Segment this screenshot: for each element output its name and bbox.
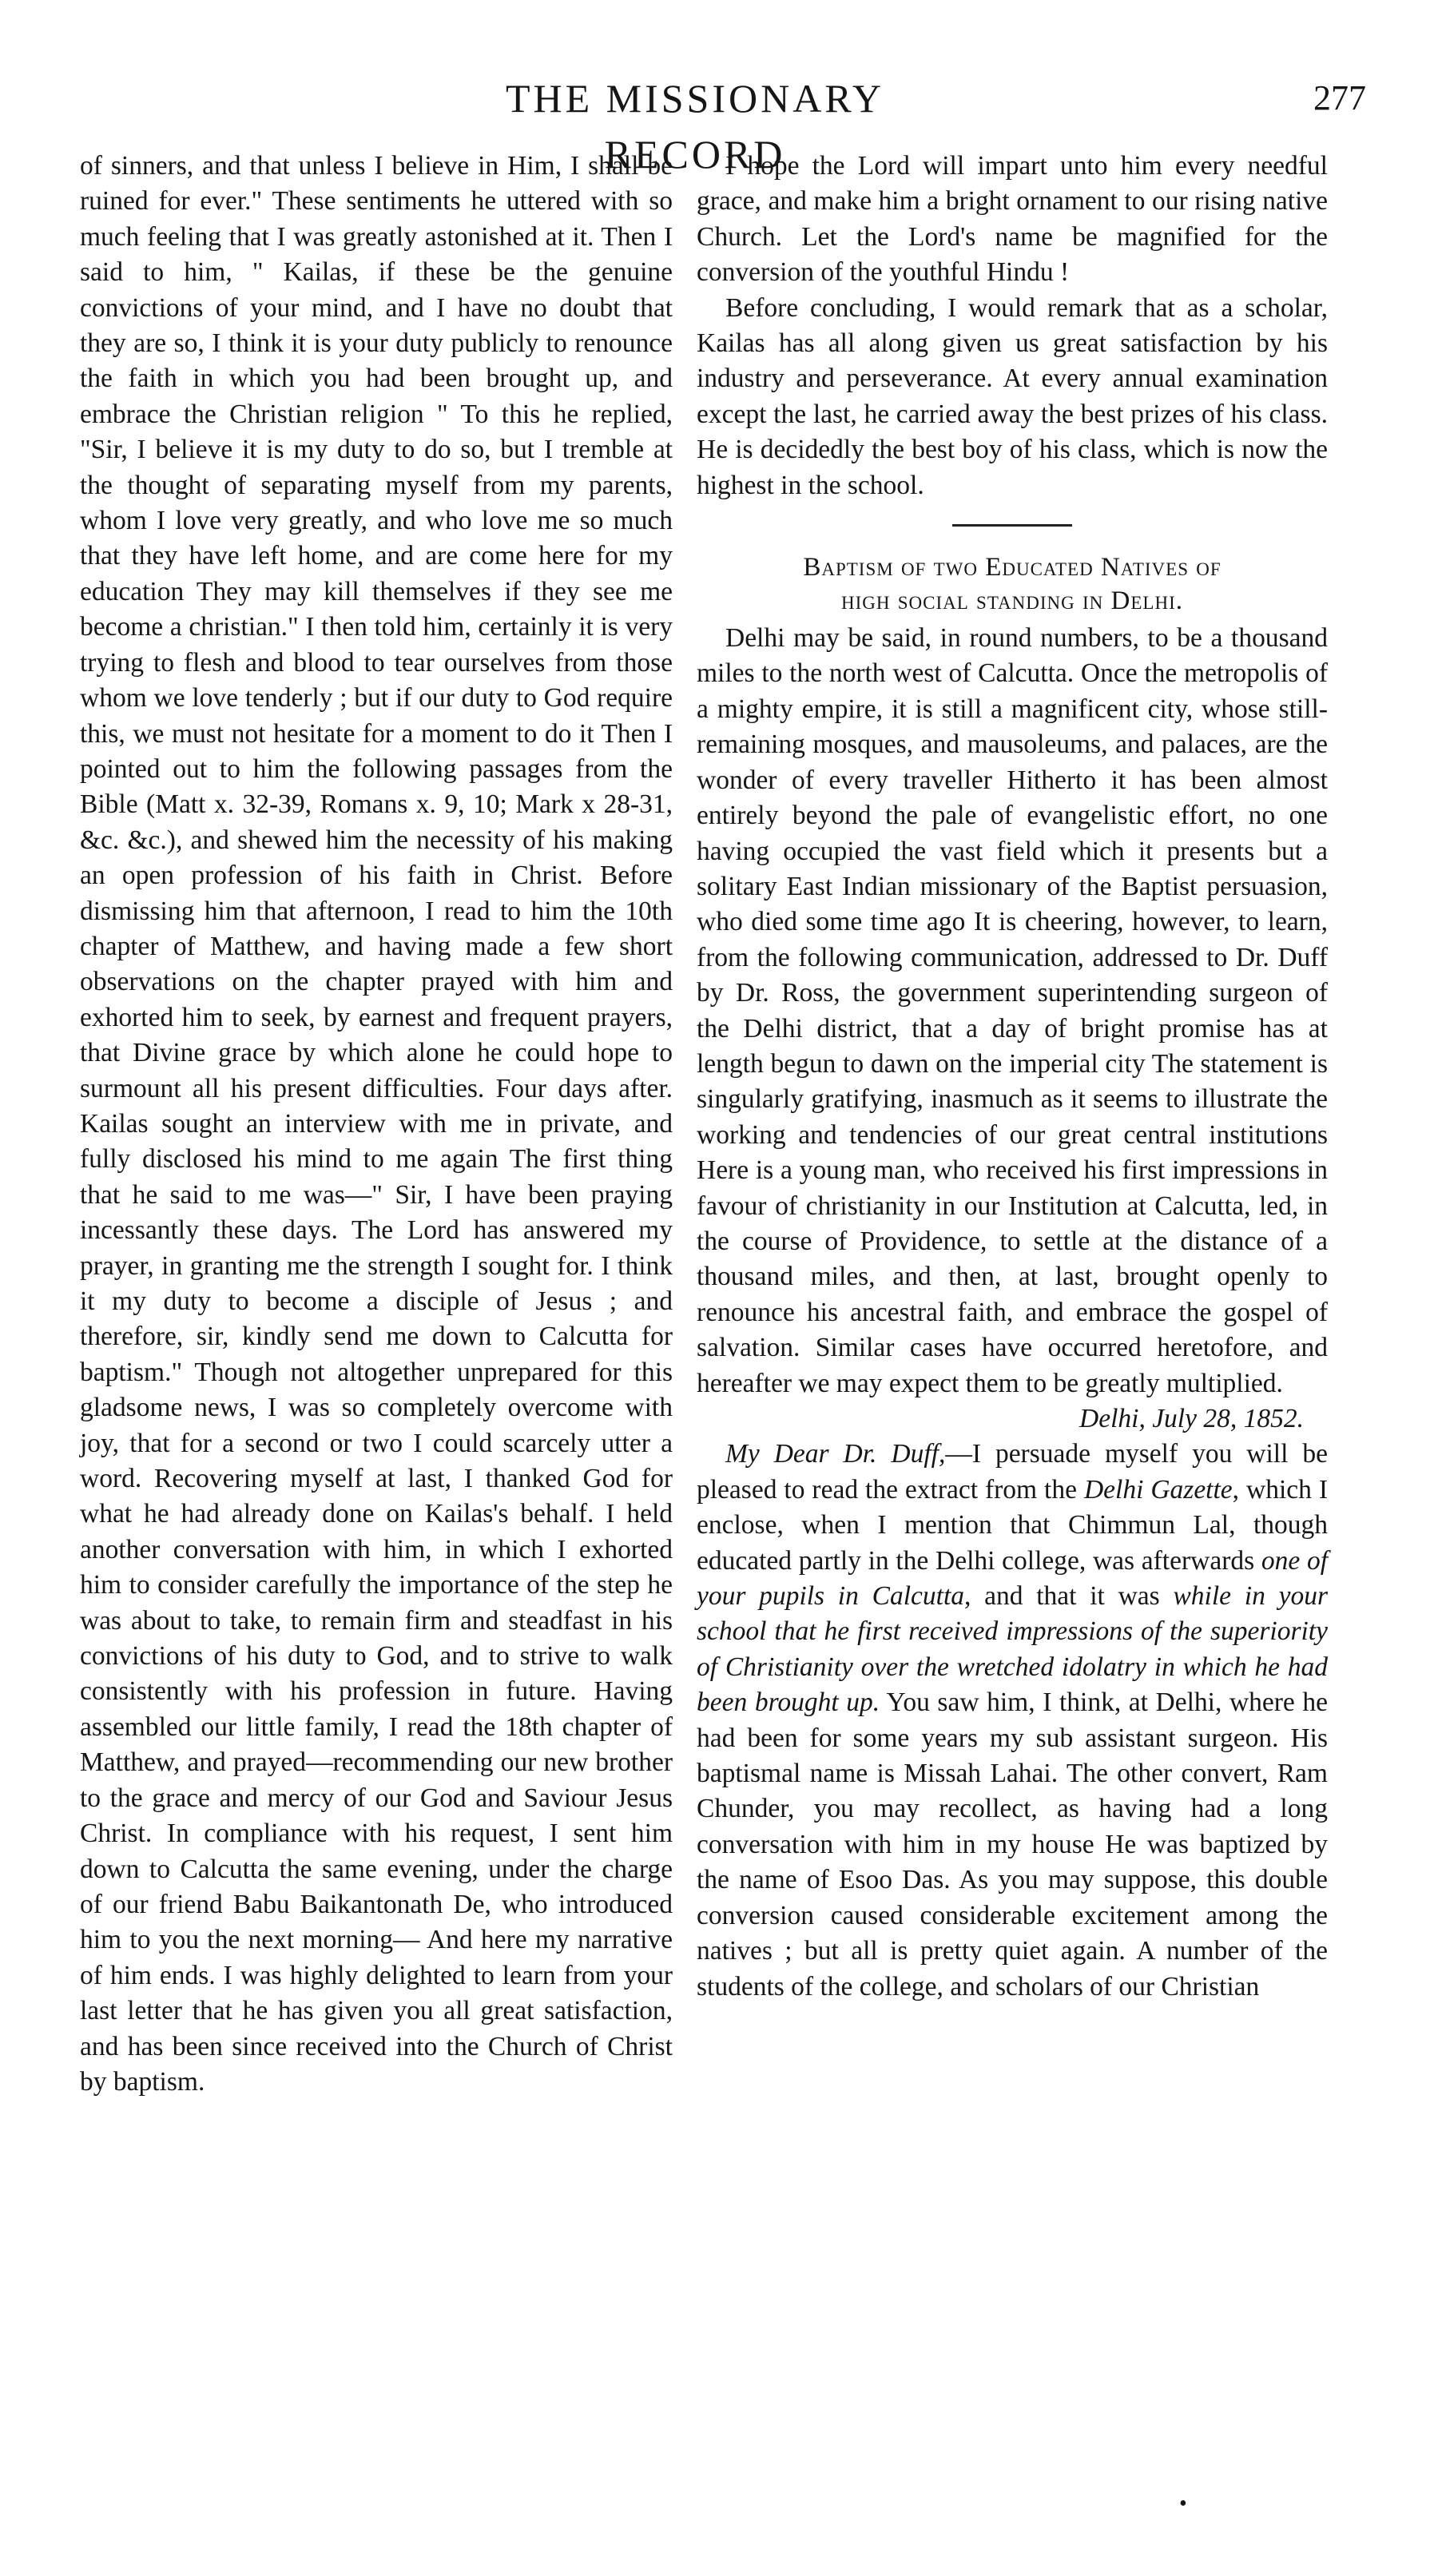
letter-text-2: , which I enclose, when I mention that Chimmun Lal, though educated partly in the Delhi college, was afterwards xyxy=(697,1474,1328,1576)
letter-italic-phrase-1: one of your pupils in Calcutta xyxy=(697,1545,1328,1612)
section-divider xyxy=(952,524,1072,527)
letter-salutation: My Dear Dr. Duff, xyxy=(725,1439,946,1469)
left-column xyxy=(80,149,673,2100)
section-heading xyxy=(697,551,1328,618)
page-header xyxy=(0,70,1438,177)
right-paragraph-2: Before concluding, I would remark that as a scholar, Kailas has all along given us great satisfaction by his industry and perseverance. At every annual examination except the last, he carried away the best prizes of his class. He is decidedly the best boy of his class, which is now the highest in the school. xyxy=(697,292,1328,500)
letter-gazette-title: Delhi Gazette xyxy=(1083,1474,1233,1505)
letter-body xyxy=(697,1437,1328,2005)
running-head: THE MISSIONARY RECORD xyxy=(505,76,885,177)
footer-dot-mark: • xyxy=(1179,2491,1187,2516)
letter-dateline: Delhi, July 28, 1852. xyxy=(1079,1404,1304,1433)
right-paragraph-3: Delhi may be said, in round numbers, to be a thousand miles to the north west of Calcutta. Once the metropolis of a mighty empire, it is still a magnificent city, whose still-remaining mosques, and mausoleums, and palaces, are the wonder of every traveller Hitherto it has been almost entirely beyond the pale of evangelistic effort, no one having occupied the vast field which it presents but a solitary East Indian missionary of the Baptist persuasion, who died some time ago It is cheering, however, to learn, from the following communication, addressed to Dr. Duff by Dr. Ross, the government superintending surgeon of the Delhi district, that a day of bright promise has at length begun to dawn on the imperial city The statement is singularly gratifying, inasmuch as it seems to illustrate the working and tendencies of our great central institutions Here is a young man, who received his first impressions in favour of christianity in our Institution at Calcutta, led, in the course of Providence, to settle at the distance of a thousand miles, and then, at last, brought openly to renounce his ancestral faith, and embrace the gospel of salvation. Similar cases have occurred heretofore, and hereafter we may expect them to be greatly multiplied. xyxy=(697,623,1328,1398)
right-column xyxy=(697,149,1328,2005)
section-heading-line-1: Baptism of two Educated Natives of xyxy=(803,553,1222,582)
page-number: 277 xyxy=(1313,78,1366,117)
letter-text-4: You saw him, I think, at Delhi, where he had been for some years my sub assistant surgeon. His baptismal name is Missah Lahai. The other convert, Ram Chunder, you may recollect, as having had a long conversation with him in my house He was baptized by the name of Esoo Das. As you may suppose, this double conversion caused considerable excitement among the natives ; but all is pretty quiet again. A number of the students of the college, and scholars of our Christian xyxy=(697,1688,1328,2002)
right-paragraph-1: I hope the Lord will impart unto him every needful grace, and make him a bright ornament to our rising native Church. Let the Lord's name be magnified for the conversion of the youthful Hindu ! xyxy=(697,151,1328,288)
letter-italic-phrase-2: while in your school that he first received impressions of the superiority of Christianity over the wretched idolatry in which he had been brought up. xyxy=(697,1581,1328,1718)
left-column-paragraph: of sinners, and that unless I believe in Him, I shall be ruined for ever." These sentiments he uttered with so much feeling that I was greatly astonished at it. Then I said to him, " Kailas, if these be the genuine convictions of your mind, and I have no doubt that they are so, I think it is your duty publicly to renounce the faith in which you had been brought up, and embrace the Christian religion " To this he replied, "Sir, I believe it is my duty to do so, but I tremble at the thought of separating myself from my parents, whom I love very greatly, and who love me so much that they have left home, and are come here for my education They may kill themselves if they see me become a christian." I then told him, certainly it is very trying to flesh and blood to tear ourselves from those whom we love tenderly ; but if our duty to God require this, we must not hesitate for a moment to do it Then I pointed out to him the following passages from the Bible (Matt x. 32-39, Romans x. 9, 10; Mark x 28-31, &c. &c.), and shewed him the necessity of his making an open profession of his faith in Christ. Before dismissing him that afternoon, I read to him the 10th chapter of Matthew, and having made a few short observations on the chapter prayed with him and exhorted him to seek, by earnest and frequent prayers, that Divine grace by which alone he could hope to surmount all his present difficulties. Four days after. Kailas sought an interview with me in private, and fully disclosed his mind to me again The first thing that he said to me was—" Sir, I have been praying incessantly these days. The Lord has answered my prayer, in granting me the strength I sought for. I think it my duty to become a disciple of Jesus ; and therefore, sir, kindly send me down to Calcutta for baptism." Though not altogether unprepared for this gladsome news, I was so completely overcome with joy, that for a second or two I could scarcely utter a word. Recovering myself at last, I thanked God for what he had already done on Kailas's behalf. I held another conversation with him, in which I exhorted him to consider carefully the importance of the step he was about to take, to remain firm and steadfast in his convictions of his duty to God, and to strive to walk consistently with his profession in future. Having assembled our little family, I read the 18th chapter of Matthew, and prayed—recommending our new brother to the grace and mercy of our God and Saviour Jesus Christ. In compliance with his request, I sent him down to Calcutta the same evening, under the charge of our friend Babu Baikantonath De, who introduced him to you the next morning— And here my narrative of him ends. I was highly delighted to learn from your last letter that he has given you all great satisfaction, and has been since received into the Church of Christ by baptism. xyxy=(80,151,673,2097)
letter-text-3: , and that it was xyxy=(964,1581,1174,1612)
letter-text-1: —I persuade myself you will be pleased to read the extract from the xyxy=(697,1439,1328,1505)
section-heading-line-2: high social standing in Delhi. xyxy=(841,586,1183,616)
